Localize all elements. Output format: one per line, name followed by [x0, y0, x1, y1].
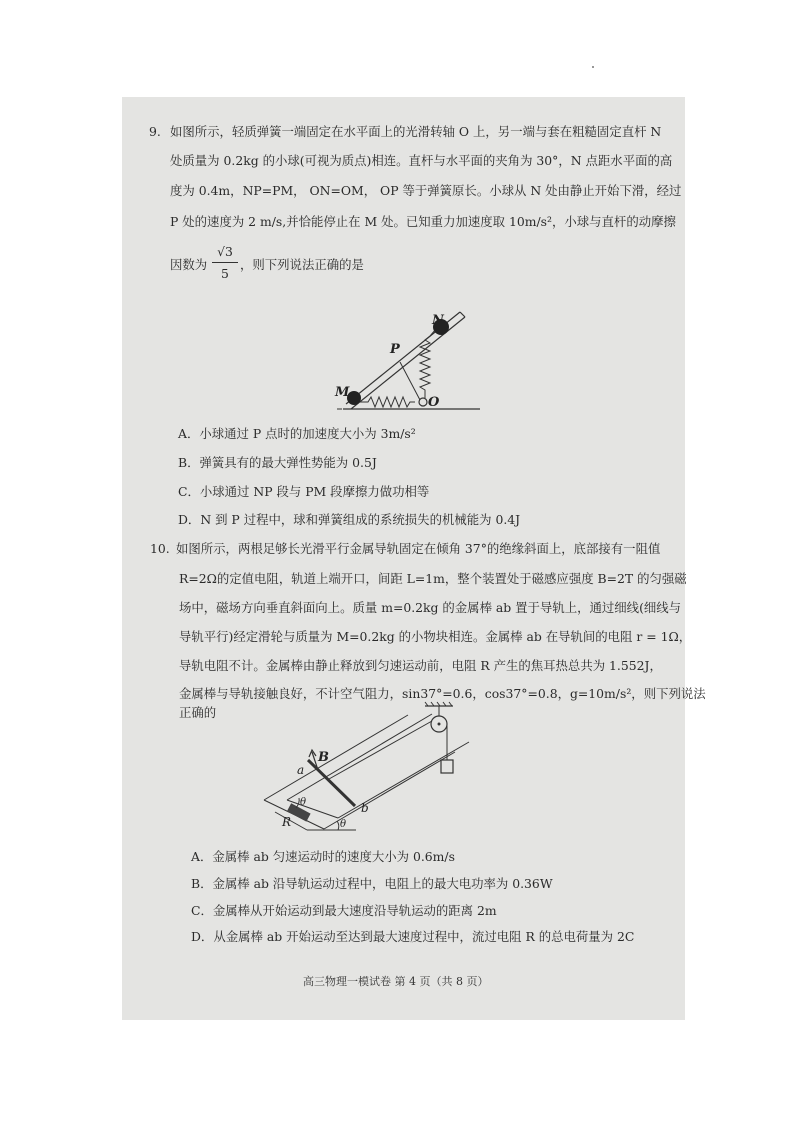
label-o: O	[428, 395, 440, 410]
label-theta-2: θ	[340, 819, 347, 830]
q10-option-d: D．从金属棒 ab 开始运动至达到最大速度过程中，流过电阻 R 的总电荷量为 2C	[191, 929, 635, 944]
page-footer: 高三物理一模试卷 第 4 页（共 8 页）	[303, 975, 489, 988]
q10-text-line-5: 导轨电阻不计。金属棒由静止释放到匀速运动前，电阻 R 产生的焦耳热总共为 1.552J，	[179, 658, 662, 673]
q10-text-line-4: 导轨平行)经定滑轮与质量为 M=0.2kg 的小物块相连。金属棒 ab 在导轨间的电阻 r = 1Ω，	[179, 629, 692, 644]
q9-option-a: A．小球通过 P 点时的加速度大小为 3m/s²	[178, 426, 416, 441]
pulley-axle	[438, 723, 441, 726]
q10-text-line-3: 场中，磁场方向垂直斜面向上。质量 m=0.2kg 的金属棒 ab 置于导轨上，通过细线(细线与	[179, 600, 682, 615]
label-b-field: B	[318, 750, 329, 765]
label-p: P	[390, 342, 400, 357]
q9-text-line-1: 如图所示，轻质弹簧一端固定在水平面上的光滑转轴 O 上，另一端与套在粗糙固定直杆 N	[170, 124, 662, 139]
q9-text-line-2: 处质量为 0.2kg 的小球(可视为质点)相连。直杆与水平面的夹角为 30°，N 点距水平面的高	[170, 153, 673, 168]
small-block	[441, 760, 453, 773]
label-a: a	[297, 763, 305, 777]
q9-option-c: C．小球通过 NP 段与 PM 段摩擦力做功相等	[178, 484, 430, 499]
q10-option-a: A．金属棒 ab 匀速运动时的速度大小为 0.6m/s	[191, 849, 455, 864]
q9-friction-prefix: 因数为	[170, 257, 208, 272]
q10-text-line-7: 正确的	[179, 705, 217, 720]
q9-text-line-3: 度为 0.4m，NP=PM， ON=OM， OP 等于弹簧原长。小球从 N 处由静止开始下滑，经过	[170, 183, 682, 198]
q10-text-line-2: R=2Ω的定值电阻，轨道上端开口，间距 L=1m，整个装置处于磁感应强度 B=2T 的匀强磁	[179, 571, 687, 586]
fraction-denominator: 5	[221, 266, 229, 281]
q9-option-d: D．N 到 P 过程中，球和弹簧组成的系统损失的机械能为 0.4J	[178, 512, 521, 527]
q10-option-b: B．金属棒 ab 沿导轨运动过程中，电阻上的最大电功率为 0.36W	[191, 876, 553, 891]
incline-front-edge	[324, 752, 455, 829]
q9-option-b: B．弹簧具有的最大弹性势能为 0.5J	[178, 455, 377, 470]
label-r: R	[282, 815, 292, 829]
string-to-pulley	[329, 721, 432, 779]
q10-option-c: C．金属棒从开始运动到最大速度沿导轨运动的距离 2m	[191, 903, 497, 918]
rail-lower	[338, 742, 469, 818]
label-n: N	[432, 313, 444, 328]
q9-friction-suffix: ，则下列说法正确的是	[240, 257, 364, 272]
question-9-number: 9.	[149, 124, 161, 139]
q10-text-line-6: 金属棒与导轨接触良好，不计空气阻力，sin37°=0.6，cos37°=0.8，g=10m/s²，则下列说法	[179, 686, 706, 701]
rail-upper	[287, 714, 432, 800]
label-theta-1: θ	[300, 797, 307, 808]
label-m: M	[335, 385, 350, 400]
question-10-number: 10.	[150, 541, 170, 556]
theta-arc-2	[337, 821, 339, 830]
fraction-numerator: √3	[217, 244, 233, 259]
q9-text-line-4: P 处的速度为 2 m/s,并恰能停止在 M 处。已知重力加速度取 10m/s²，小球与直杆的动摩擦	[170, 214, 676, 229]
q10-text-line-1: 如图所示，两根足够长光滑平行金属导轨固定在倾角 37°的绝缘斜面上，底部接有一阻值	[176, 541, 661, 556]
label-b-end: b	[361, 801, 369, 815]
